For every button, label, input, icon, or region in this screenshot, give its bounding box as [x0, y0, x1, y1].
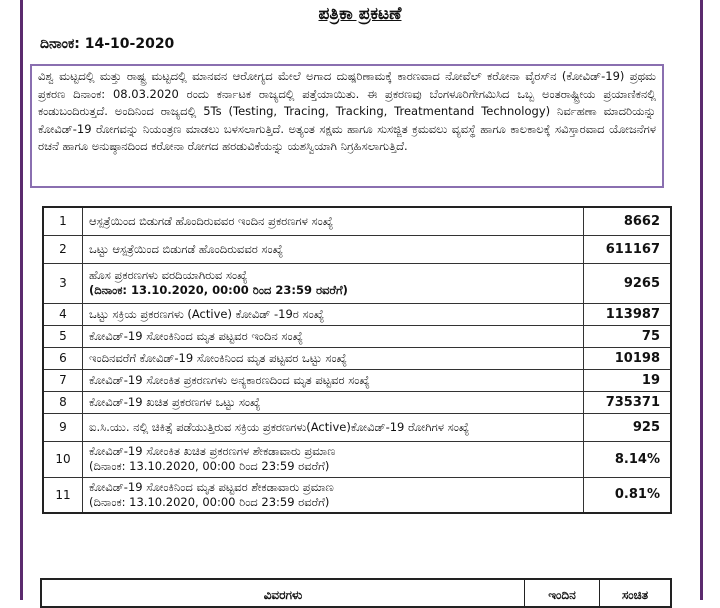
- row-description: [83, 477, 584, 513]
- row-label: ಆಸ್ಪತ್ರೆಯಿಂದ ಬಿಡುಗಡೆ ಹೊಂದಿರುವವರ ಇಂದಿನ ಪ್ರಕರಣಗಳ ಸಂಖ್ಯೆ: [89, 213, 334, 228]
- row-label: ಇಂದಿನವರೆಗೆ ಕೋವಿಡ್-19 ಸೋಂಕಿನಿಂದ ಮೃತ ಪಟ್ಟವರ ಒಟ್ಟು ಸಂಖ್ಯೆ: [89, 350, 347, 365]
- table-row: [43, 303, 671, 325]
- row-label: ಕೋವಿಡ್-19 ಸೋಂಕಿನಿಂದ ಮೃತ ಪಟ್ಟವರ ಶೇಕಡಾವಾರು ಪ್ರಮಾಣ: [89, 479, 334, 494]
- row-value: 611167: [584, 235, 672, 263]
- row-value: 9265: [584, 263, 672, 303]
- table-row: [43, 441, 671, 477]
- row-number: 3: [43, 263, 83, 303]
- row-label: ಹೊಸ ಪ್ರಕರಣಗಳು ವರದಿಯಾಗಿರುವ ಸಂಖ್ಯೆ: [89, 268, 248, 282]
- row-value: 0.81%: [584, 477, 672, 513]
- row-value: 735371: [584, 391, 672, 413]
- row-number: 10: [43, 441, 83, 477]
- row-description: [83, 347, 584, 369]
- right-border: [700, 0, 703, 600]
- row-value: 113987: [584, 303, 672, 325]
- row-description: [83, 235, 584, 263]
- row-description: [83, 303, 584, 325]
- intro-paragraph: ವಿಶ್ವ ಮಟ್ಟದಲ್ಲಿ ಮತ್ತು ರಾಷ್ಟ್ರ ಮಟ್ಟದಲ್ಲಿ ಮಾನವನ ಆರೋಗ್ಯದ ಮೇಲೆ ಅಗಾದ ದುಷ್ಪರಿಣಾಮಕ್ಕೆ ಕಾರಣವಾದ ನೋವೆಲ್ ಕರೋನಾ ವೈರಸ್‌ನ (ಕೋವಿಡ್-19) ಪ್ರಥಮ ಪ್ರಕರಣ ದಿನಾಂಕ: 08.03.2020 ರಂದು ಕರ್ನಾಟಕ ರಾಜ್ಯದಲ್ಲಿ ಪತ್ತೆಯಾಯಿತು. ಈ ಪ್ರಕರಣವು ಬೆಂಗಳೂರಿಗೇಗಮಿಸಿದ ಒಬ್ಬ ಅಂತರಾಷ್ಟ್ರೀಯ ಪ್ರಯಾಣಿಕನಲ್ಲಿ ಕಂಡುಬಂದಿರುತ್ತದೆ. ಅಂದಿನಿಂದ ರಾಜ್ಯದಲ್ಲಿ 5Ts (Testing, Tracing, Tracking, Treatmentand Technology) ನಿರ್ವಹಣಾ ಮಾದರಿಯನ್ನು ಕೋವಿಡ್-19 ರೋಗವನ್ನು ನಿಯಂತ್ರಣ ಮಾಡಲು ಬಳಸಲಾಗುತ್ತಿದೆ. ಅತ್ಯಂತ ಸಕ್ಷಮ ಹಾಗೂ ಸುಸಜ್ಜಿತ ಕ್ರಮವಲು ವ್ಯವಸ್ಥೆ ಹಾಗೂ ಕಾಲಕಾಲಕ್ಕೆ ಸವಿಸ್ತಾರವಾದ ಯೋಜನೆಗಳ ರಚನೆ ಹಾಗೂ ಅನುಷ್ಠಾನದಿಂದ ಕರೋನಾ ರೋಗದ ಹರಡುವಿಕೆಯನ್ನು ಯಶಸ್ವಿಯಾಗಿ ನಿಗ್ರಹಿಸಲಾಗುತ್ತಿದೆ.: [38, 69, 656, 153]
- row-number: 5: [43, 325, 83, 347]
- bottom-col-today: ಇಂದಿನ: [525, 580, 600, 606]
- table-row: [43, 369, 671, 391]
- table-row: [43, 235, 671, 263]
- row-description: [83, 391, 584, 413]
- row-number: 8: [43, 391, 83, 413]
- table-row: [43, 477, 671, 513]
- row-label: ಒಟ್ಟು ಆಸ್ಪತ್ರೆಯಿಂದ ಬಿಡುಗಡೆ ಹೊಂದಿರುವವರ ಸಂಖ್ಯೆ: [89, 241, 284, 256]
- table-row: [43, 391, 671, 413]
- release-date: ದಿನಾಂಕ: 14-10-2020: [40, 36, 175, 52]
- row-number: 7: [43, 369, 83, 391]
- row-number: 2: [43, 235, 83, 263]
- row-number: 4: [43, 303, 83, 325]
- row-description: [83, 207, 584, 235]
- table-row: [43, 263, 671, 303]
- table-row: [43, 413, 671, 441]
- row-description: [83, 369, 584, 391]
- row-value: 75: [584, 325, 672, 347]
- row-description: [83, 263, 584, 303]
- row-label: ಕೋವಿಡ್-19 ಖಚಿತ ಪ್ರಕರಣಗಳ ಒಟ್ಟು ಸಂಖ್ಯೆ: [89, 394, 261, 409]
- row-label: ಕೋವಿಡ್-19 ಸೋಂಕಿತ ಖಚಿತ ಪ್ರಕರಣಗಳ ಶೇಕಡಾವಾರು ಪ್ರಮಾಣ: [89, 444, 336, 458]
- table-row: [43, 207, 671, 235]
- row-description: [83, 441, 584, 477]
- row-value: 925: [584, 413, 672, 441]
- table-row: [43, 325, 671, 347]
- page-title: ಪತ್ರಿಕಾ ಪ್ರಕಟಣೆ: [318, 4, 402, 24]
- statistics-table-body: [43, 207, 671, 513]
- row-value: 10198: [584, 347, 672, 369]
- row-label: ಐ.ಸಿ.ಯು. ನಲ್ಲಿ ಚಿಕಿತ್ಸೆ ಪಡೆಯುತ್ತಿರುವ ಸಕ್ರಿಯ ಪ್ರಕರಣಗಳು(Active)ಕೋವಿಡ್-19 ರೋಗಿಗಳ ಸಂಖ್ಯೆ: [89, 419, 470, 434]
- row-value: 19: [584, 369, 672, 391]
- row-number: 11: [43, 477, 83, 513]
- bottom-col-details: ವಿವರಗಳು: [42, 580, 525, 606]
- row-number: 1: [43, 207, 83, 235]
- bottom-table-header: [40, 578, 672, 608]
- row-description: [83, 325, 584, 347]
- row-date-range: (ದಿನಾಂಕ: 13.10.2020, 00:00 ರಿಂದ 23:59 ರವರೆಗೆ): [89, 494, 330, 509]
- row-label: ಒಟ್ಟು ಸಕ್ರಿಯ ಪ್ರಕರಣಗಳು (Active) ಕೋವಿಡ್ -19ರ ಸಂಖ್ಯೆ: [89, 306, 325, 321]
- table-row: [43, 347, 671, 369]
- statistics-table: [42, 206, 672, 514]
- row-date-range: (ದಿನಾಂಕ: 13.10.2020, 00:00 ರಿಂದ 23:59 ರವರೆಗೆ): [89, 459, 330, 473]
- bottom-col-cumulative: ಸಂಚಿತ: [621, 588, 649, 602]
- row-value: 8.14%: [584, 441, 672, 477]
- row-label: ಕೋವಿಡ್-19 ಸೋಂಕಿತ ಪ್ರಕರಣಗಳು ಅನ್ಯಕಾರಣದಿಂದ ಮೃತ ಪಟ್ಟವರ ಸಂಖ್ಯೆ: [89, 372, 370, 387]
- left-border: [20, 0, 23, 600]
- row-label: ಕೋವಿಡ್-19 ಸೋಂಕಿನಿಂದ ಮೃತ ಪಟ್ಟವರ ಇಂದಿನ ಸಂಖ್ಯೆ: [89, 328, 303, 343]
- row-number: 9: [43, 413, 83, 441]
- row-value: 8662: [584, 207, 672, 235]
- row-description: [83, 413, 584, 441]
- row-date-range: (ದಿನಾಂಕ: 13.10.2020, 00:00 ರಿಂದ 23:59 ರವರೆಗೆ): [89, 283, 348, 297]
- intro-paragraph-box: [30, 64, 664, 188]
- row-number: 6: [43, 347, 83, 369]
